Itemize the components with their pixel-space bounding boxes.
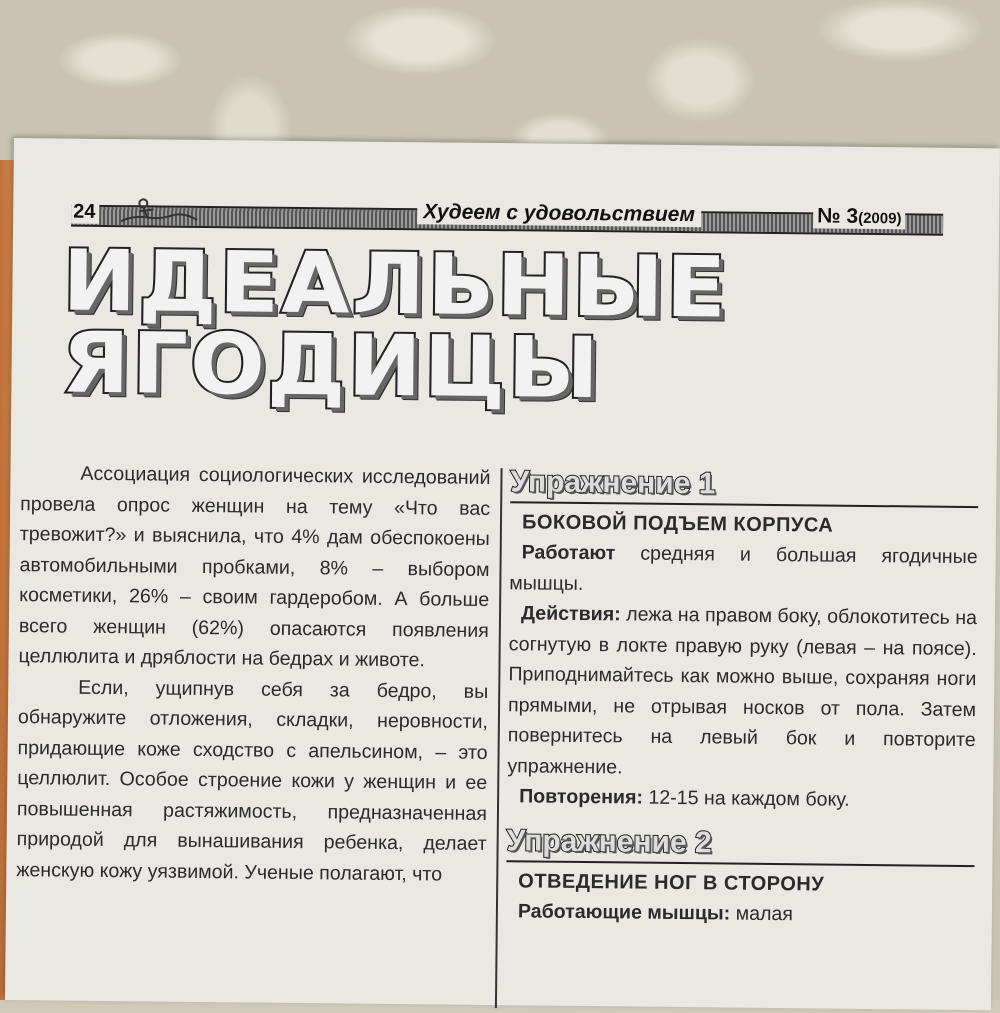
exercise-2-subtitle: ОТВЕДЕНИЕ НОГ В СТОРОНУ [518, 869, 825, 896]
issue-number [813, 204, 906, 229]
magazine-title: Худеем с удовольствием [417, 200, 701, 227]
left-column [16, 458, 490, 890]
intro-paragraph: Ассоциация социологических исследований провела опрос женщин на тему «Что вас тревожит?» и выяснила, что 4% дам обеспокоены автомобильными пробками, 8% – выбором косметики, 26% – своим гардеробом. А больше всего женщин (62%) опасаются появления целлюлита и дряблости на бедрах и животе. [18, 462, 491, 672]
right-column [506, 465, 979, 931]
exercise-2-muscles [506, 896, 974, 931]
actions-label: Действия: [520, 602, 621, 626]
exercise-1-title: Упражнение 1 [510, 465, 978, 508]
exercise-1-muscles [509, 537, 978, 603]
headline-line-2: ЯГОДИЦЫ [61, 313, 602, 418]
page-number: 24 [71, 201, 99, 224]
exercise-1-subtitle: БОКОВОЙ ПОДЪЕМ КОРПУСА [521, 511, 834, 537]
works-text-2: малая [730, 902, 794, 925]
actions-text: лежа на правом боку, облокотитесь на согнутую в локте правую руку (левая – на поясе). Приподнимайтесь как можно выше, сохраняя ноги прямыми, не отрывая носков от пола. Затем повернитесь на левый бок и повторите упражнение. [507, 603, 978, 778]
issue-year: (2009) [858, 209, 902, 228]
works-text: средняя и большая ягодичные мышцы. [509, 542, 978, 595]
exercise-1-actions [507, 598, 977, 786]
works-label: Работают [521, 541, 616, 565]
reps-text: 12-15 на каждом боку. [642, 786, 850, 811]
reps-label: Повторения: [519, 785, 644, 809]
column-divider [495, 468, 503, 1008]
cellulite-paragraph: Если, ущипнув себя за бедро, вы обнаружите отложения, складки, неровности, придающие коже сходство с апельсином, – это целлюлит. Особое строение кожи у женщин и ее повышенная растяжимость, предназначенная природой для вынашивания ребенка, делает женскую кожу уязвимой. Ученые полагают, что [16, 676, 489, 886]
exercise-1-reps [507, 781, 975, 816]
reclining-woman-icon [113, 195, 203, 228]
magazine-page [5, 138, 1000, 1010]
headline-line-1: ИДЕАЛЬНЫЕ [61, 231, 729, 337]
works-label-2: Работающие мышцы: [517, 899, 731, 925]
issue-label: № 3 [817, 204, 859, 228]
exercise-2-title: Упражнение 2 [506, 824, 974, 867]
